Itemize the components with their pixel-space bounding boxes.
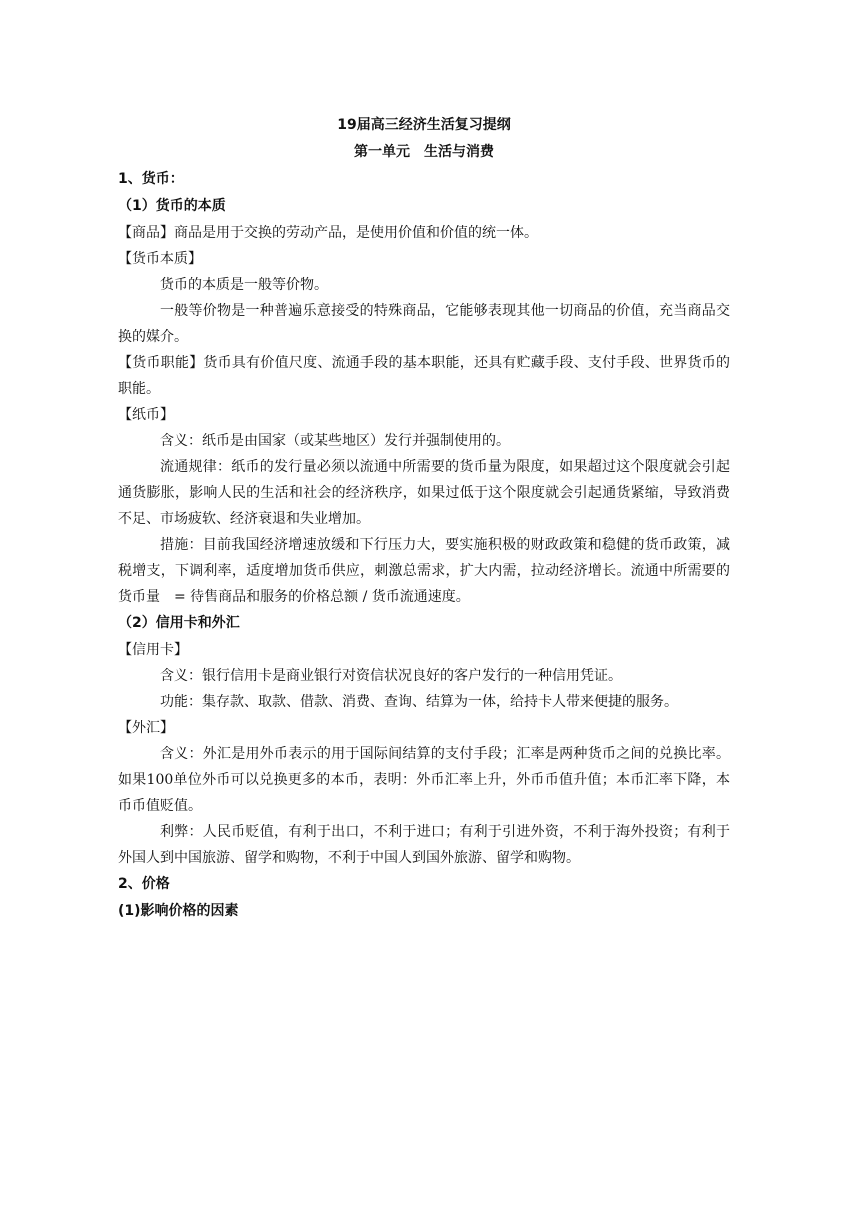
- paragraph-paper-money-meaning: 含义：纸币是由国家（或某些地区）发行并强制使用的。: [160, 433, 510, 449]
- subsection-heading-credit-forex: （2）信用卡和外汇: [118, 615, 240, 631]
- unit-title: 第一单元 生活与消费: [354, 144, 494, 160]
- tag-forex: 【外汇】: [118, 720, 174, 736]
- paragraph-forex-pros-cons: 利弊：人民币贬值，有利于出口，不利于进口；有利于引进外资，不利于海外投资；有利于外国人到中国旅游、留学和购物，不利于中国人到国外旅游、留学和购物。: [118, 824, 730, 866]
- paragraph-paper-money-law: 流通规律：纸币的发行量必须以流通中所需要的货币量为限度，如果超过这个限度就会引起通货膨胀，影响人民的生活和社会的经济秩序，如果过低于这个限度就会引起通货紧缩，导致消费不足、市场疲软、经济衰退和失业增加。: [118, 459, 730, 527]
- section-heading-price: 2、价格: [118, 876, 170, 892]
- paragraph-paper-money-measures: 措施：目前我国经济增速放缓和下行压力大，要实施积极的财政政策和稳健的货币政策，减税增支，下调利率，适度增加货币供应，刺激总需求，扩大内需，拉动经济增长。流通中所需要的货币量 = 待售商品和服务的价格总额 / 货币流通速度。: [118, 537, 730, 605]
- paragraph-credit-card-function: 功能：集存款、取款、借款、消费、查询、结算为一体，给持卡人带来便捷的服务。: [160, 694, 678, 710]
- tag-money-nature: 【货币本质】: [118, 251, 202, 267]
- paragraph-forex-meaning: 含义：外汇是用外币表示的用于国际间结算的支付手段；汇率是两种货币之间的兑换比率。如果100单位外币可以兑换更多的本币，表明：外币汇率上升，外币币值升值；本币汇率下降，本币币值贬值。: [118, 746, 730, 814]
- subsection-heading-money-nature: （1）货币的本质: [118, 198, 226, 214]
- paragraph-money-functions: 【货币职能】货币具有价值尺度、流通手段的基本职能，还具有贮藏手段、支付手段、世界货币的职能。: [118, 355, 730, 397]
- paragraph-money-nature-2: 一般等价物是一种普遍乐意接受的特殊商品，它能够表现其他一切商品的价值，充当商品交换的媒介。: [118, 303, 730, 345]
- tag-paper-money: 【纸币】: [118, 407, 174, 423]
- paragraph-commodity: 【商品】商品是用于交换的劳动产品，是使用价值和价值的统一体。: [118, 225, 538, 241]
- document-page: [118, 112, 730, 925]
- document-title: 19届高三经济生活复习提纲: [337, 117, 511, 133]
- tag-credit-card: 【信用卡】: [118, 642, 188, 658]
- section-heading-money: 1、货币：: [118, 171, 184, 187]
- subsection-heading-price-factors: (1)影响价格的因素: [118, 903, 239, 919]
- paragraph-money-nature-1: 货币的本质是一般等价物。: [160, 277, 328, 293]
- paragraph-credit-card-meaning: 含义：银行信用卡是商业银行对资信状况良好的客户发行的一种信用凭证。: [160, 668, 622, 684]
